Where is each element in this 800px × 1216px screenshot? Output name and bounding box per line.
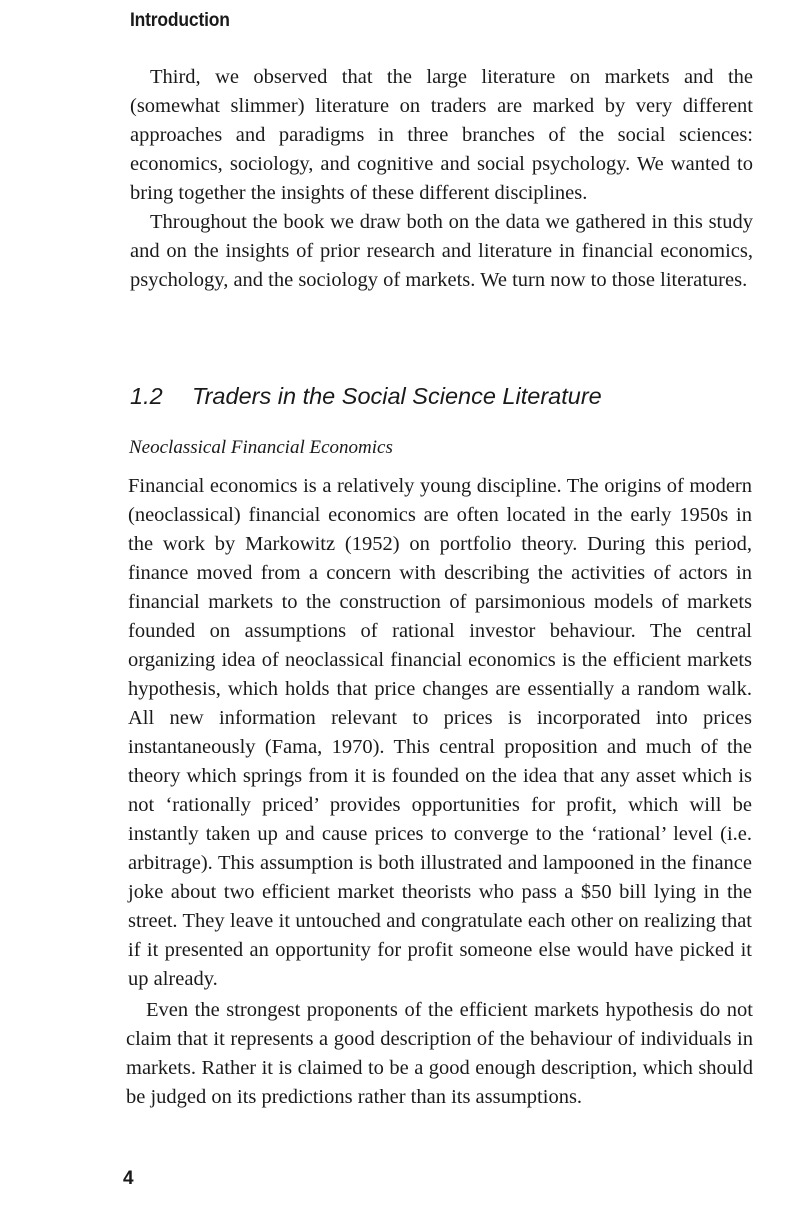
paragraph-throughout-book: Throughout the book we draw both on the data we gathered in this study and on the insights of prior research and literature in financial economics, psychology, and the sociology of markets. We turn now to those literatures. [130,211,753,291]
paragraph-efficient-markets: Even the strongest proponents of the efficient markets hypothesis do not claim that it represents a good description of the behaviour of individuals in markets. Rather it is claimed to be a good enough description, which should be judged on its predictions rather than its assumptions. [126,999,753,1108]
section-heading [130,383,602,410]
paragraph-third-observation: Third, we observed that the large literature on markets and the (somewhat slimmer) literature on traders are marked by very different approaches and paradigms in three branches of the social sciences: economics, sociology, and cognitive and social psychology. We wanted to bring together the insights of these different disciplines. [130,66,753,204]
page-number: 4 [123,1168,134,1189]
running-head: Introduction [130,10,230,31]
section-title: Traders in the Social Science Literature [192,383,602,409]
section-number: 1.2 [130,383,163,409]
subsection-heading: Neoclassical Financial Economics [129,437,393,458]
paragraph-financial-economics: Financial economics is a relatively young discipline. The origins of modern (neoclassical) financial economics are often located in the early 1950s in the work by Markowitz (1952) on portfolio theory. During this period, finance moved from a concern with describing the activities of actors in financial markets to the construction of parsimonious models of markets founded on assumptions of rational investor behaviour. The central organizing idea of neoclassical financial economics is the efficient markets hypothesis, which holds that price changes are essentially a random walk. All new information relevant to prices is incorporated into prices instantaneously (Fama, 1970). This central proposition and much of the theory which springs from it is founded on the idea that any asset which is not ‘rationally priced’ provides opportunities for profit, which will be instantly taken up and cause prices to converge to the ‘rational’ level (i.e. arbitrage). This assumption is both illustrated and lampooned in the finance joke about two efficient market theorists who pass a $50 bill lying in the street. They leave it untouched and congratulate each other on realizing that if it presented an opportunity for profit someone else would have picked it up already. [128,475,752,990]
